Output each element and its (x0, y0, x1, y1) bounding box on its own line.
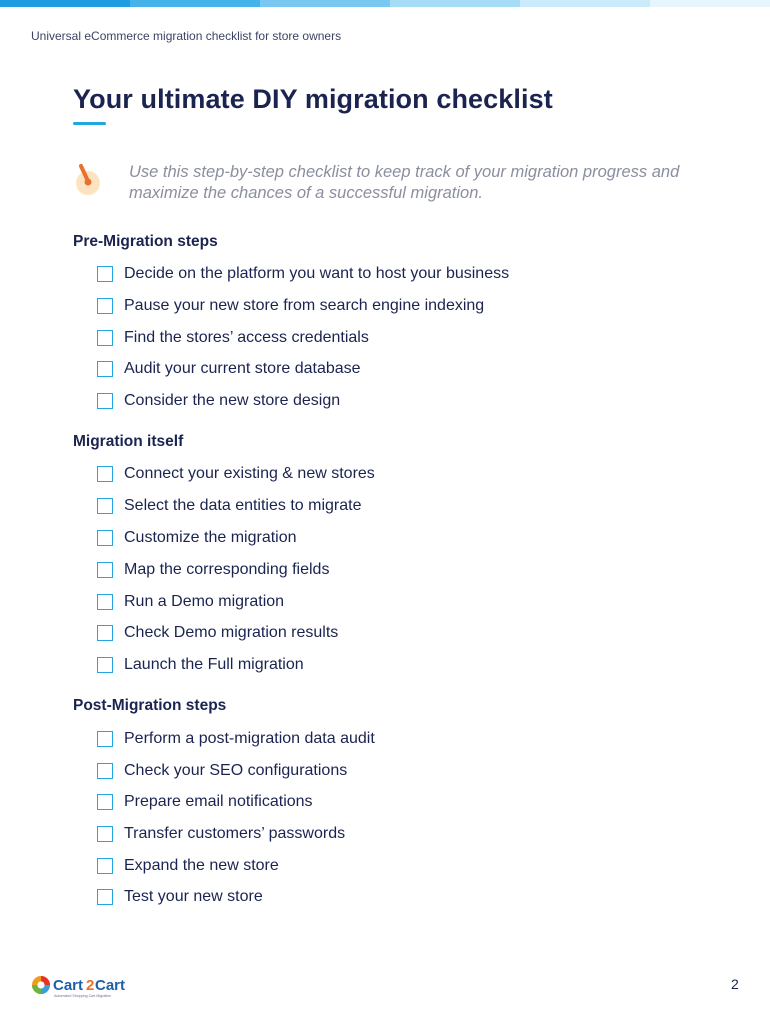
checklist-item[interactable] (97, 528, 297, 548)
document-header: Universal eCommerce migration checklist for store owners (31, 29, 342, 43)
checkbox[interactable] (97, 266, 113, 282)
checklist-item-label: Connect your existing & new stores (124, 465, 375, 482)
checklist-item-label: Pause your new store from search engine indexing (124, 297, 485, 314)
checklist-item-label: Perform a post-migration data audit (124, 730, 375, 747)
checkbox[interactable] (97, 731, 113, 747)
section-title-post-migration: Post-Migration steps (73, 697, 227, 714)
checkbox[interactable] (97, 594, 113, 610)
checkbox[interactable] (97, 393, 113, 409)
checklist-item[interactable] (97, 496, 361, 516)
page-number: 2 (731, 976, 739, 992)
checkbox[interactable] (97, 625, 113, 641)
checklist-item[interactable] (97, 592, 284, 612)
checklist-item[interactable] (97, 824, 345, 844)
cart2cart-logo (30, 974, 130, 1000)
checkbox[interactable] (97, 330, 113, 346)
checklist-item[interactable] (97, 856, 279, 876)
checkbox[interactable] (97, 361, 113, 377)
checklist-item[interactable] (97, 391, 340, 411)
checkbox[interactable] (97, 858, 113, 874)
checklist-item-label: Check your SEO configurations (124, 762, 348, 779)
checklist-item[interactable] (97, 328, 369, 348)
section-title-migration-itself: Migration itself (73, 433, 184, 450)
logo-brand-text: Cart (53, 977, 84, 994)
checklist-item-label: Test your new store (124, 888, 263, 905)
checkbox[interactable] (97, 763, 113, 779)
checklist-item[interactable] (97, 761, 347, 781)
checklist-item-label: Select the data entities to migrate (124, 497, 362, 514)
checklist-item[interactable] (97, 464, 375, 484)
checklist-item-label: Transfer customers’ passwords (124, 825, 346, 842)
checkbox[interactable] (97, 657, 113, 673)
checklist-item-label: Expand the new store (124, 857, 279, 874)
checklist-item-label: Consider the new store design (124, 392, 341, 409)
checklist-item[interactable] (97, 264, 509, 284)
checklist-item-label: Run a Demo migration (124, 593, 285, 610)
checklist-item-label: Launch the Full migration (124, 656, 304, 673)
top-bar-segment (650, 0, 770, 7)
top-bar-segment (260, 0, 390, 7)
checklist-item-label: Decide on the platform you want to host your business (124, 265, 510, 282)
checkbox[interactable] (97, 298, 113, 314)
logo-brand-text: Cart (95, 977, 126, 994)
checklist-item[interactable] (97, 359, 361, 379)
top-color-bar (0, 0, 770, 7)
checklist-item-label: Check Demo migration results (124, 624, 339, 641)
checklist-item-label: Prepare email notifications (124, 793, 313, 810)
section-title-pre-migration: Pre-Migration steps (73, 233, 218, 250)
checkbox[interactable] (97, 562, 113, 578)
top-bar-segment (390, 0, 520, 7)
top-bar-segment (0, 0, 130, 7)
checklist-item[interactable] (97, 655, 304, 675)
tip-text: Use this step-by-step checklist to keep track of your migration progress and maximize the chances of a successful migration. (129, 163, 680, 202)
checklist-item-label: Map the corresponding fields (124, 561, 330, 578)
checklist-item[interactable] (97, 792, 313, 812)
checklist-item[interactable] (97, 623, 338, 643)
title-underline (73, 122, 106, 125)
checklist-item[interactable] (97, 560, 329, 580)
checklist-item-label: Find the stores’ access credentials (124, 329, 369, 346)
checkbox[interactable] (97, 530, 113, 546)
checkbox[interactable] (97, 794, 113, 810)
checkbox[interactable] (97, 889, 113, 905)
logo-brand-number: 2 (86, 977, 95, 994)
checkbox[interactable] (97, 826, 113, 842)
checkbox[interactable] (97, 498, 113, 514)
pin-icon (72, 160, 102, 198)
top-bar-segment (520, 0, 650, 7)
checklist-item[interactable] (97, 729, 375, 749)
checklist-item[interactable] (97, 296, 484, 316)
checklist-item-label: Audit your current store database (124, 360, 361, 377)
logo-tagline: Automated Shopping Cart Migration (54, 994, 112, 998)
page-title: Your ultimate DIY migration checklist (73, 84, 553, 114)
checkbox[interactable] (97, 466, 113, 482)
checklist-item[interactable] (97, 887, 263, 907)
checklist-item-label: Customize the migration (124, 529, 297, 546)
top-bar-segment (130, 0, 260, 7)
